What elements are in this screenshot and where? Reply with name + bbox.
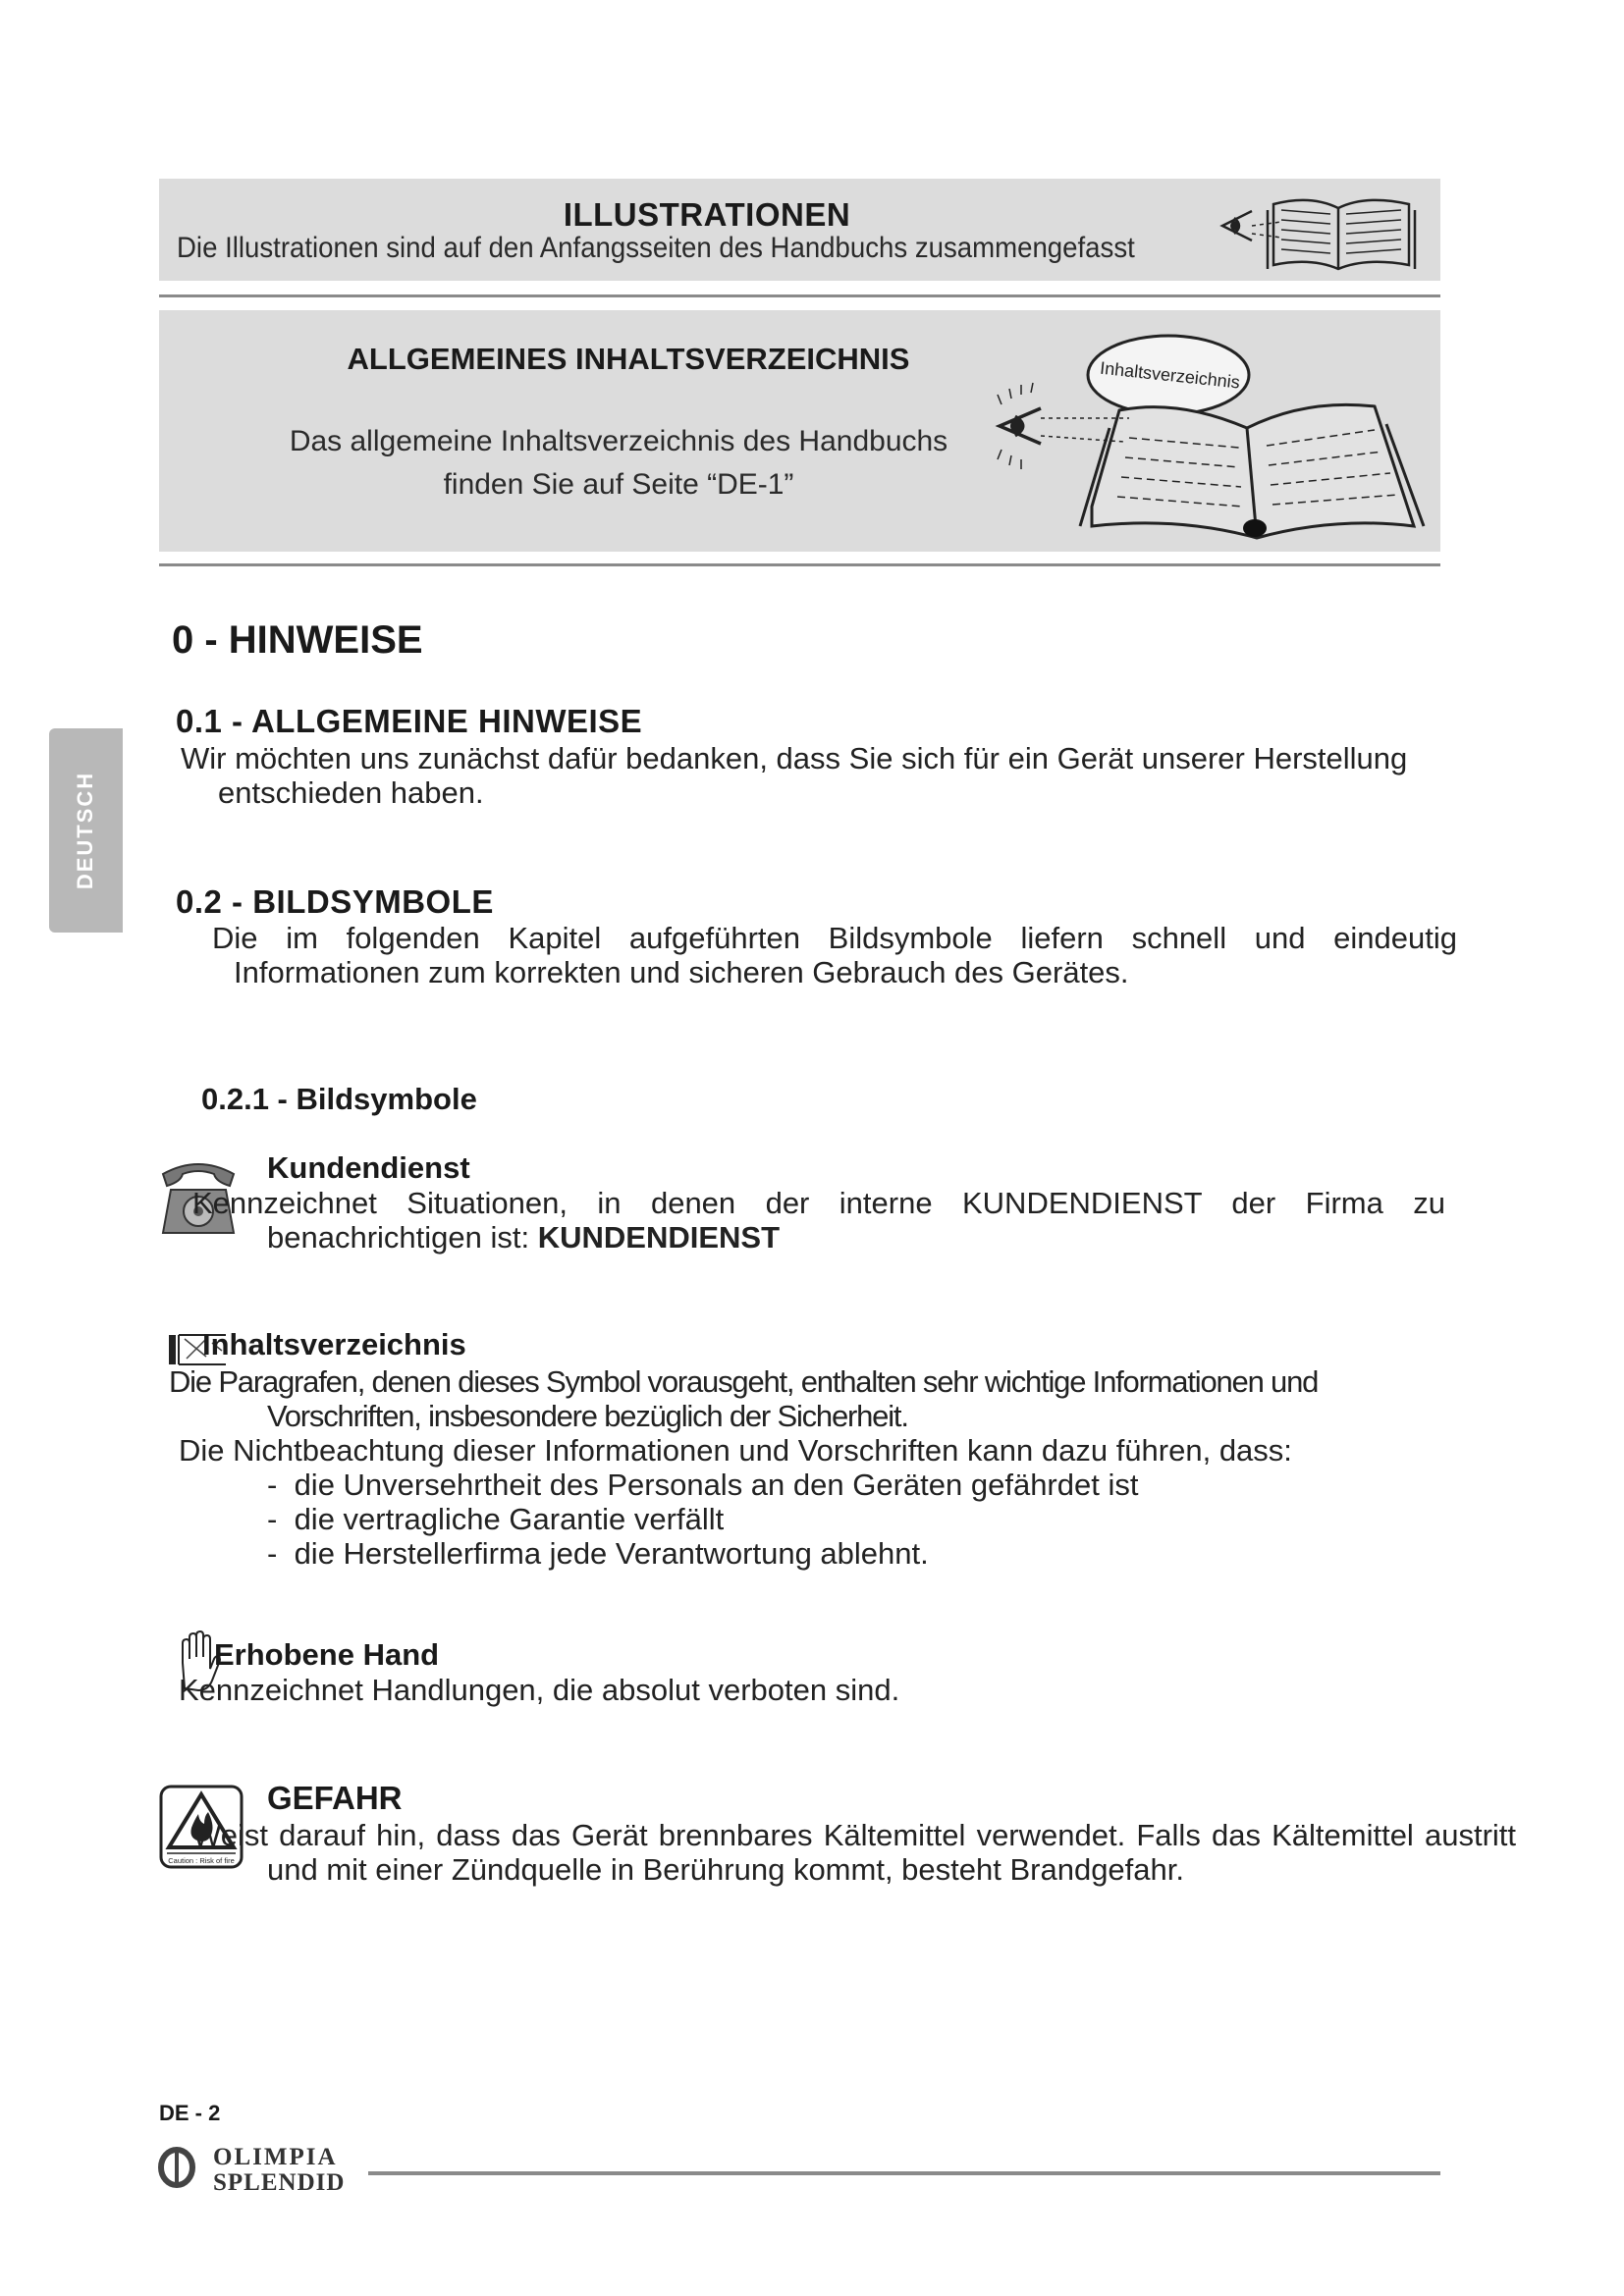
symbol-text-inhalt: Die Paragrafen, denen dieses Symbol vorausgeht, enthalten sehr wichtige Informationen und Vorschriften, insbesondere bezüglich der Sicherheit. (169, 1364, 1319, 1433)
divider (159, 294, 1440, 297)
illustrations-text: Die Illustrationen sind auf den Anfangsseiten des Handbuchs zusammengefasst (177, 232, 1135, 264)
toc-text-line2: finden Sie auf Seite “DE-1” (443, 468, 794, 501)
list-item: - die vertragliche Garantie verfällt (267, 1502, 725, 1536)
subsection-text-0-1: Wir möchten uns zunächst dafür bedanken, dass Sie sich für ein Gerät unserer Herstellung entschieden haben. (181, 741, 1408, 810)
symbol-text-inhalt-2: Die Nichtbeachtung dieser Informationen und Vorschriften kann dazu führen, dass: (179, 1433, 1292, 1468)
brand-logo-line1: OLIMPIA (213, 2144, 338, 2170)
subsection-heading-0-1: 0.1 - ALLGEMEINE HINWEISE (176, 703, 643, 739)
divider (159, 563, 1440, 566)
symbol-text-hand: Kennzeichnet Handlungen, die absolut verboten sind. (179, 1673, 900, 1707)
page-code: DE - 2 (159, 2101, 221, 2125)
toc-text-line1: Das allgemeine Inhaltsverzeichnis des Handbuchs (289, 425, 948, 457)
illustrations-title: ILLUSTRATIONEN (563, 196, 851, 233)
list-item: - die Unversehrtheit des Personals an den Geräten gefährdet ist (267, 1468, 1139, 1502)
symbol-text-kundendienst: Kennzeichnet Situationen, in denen der interne KUNDENDIENST der Firma zu benachrichtigen ist: KUNDENDIENST (192, 1186, 1445, 1255)
footer-rule (368, 2171, 1440, 2175)
brand-logo-line2: SPLENDID (213, 2169, 346, 2196)
subsection-heading-0-2: 0.2 - BILDSYMBOLE (176, 883, 494, 920)
bubble-label: Inhaltsverzeichnis (1099, 357, 1241, 393)
symbol-title-hand: Erhobene Hand (214, 1637, 440, 1672)
brand-logo-icon (157, 2146, 196, 2189)
symbol-title-gefahr: GEFAHR (267, 1780, 403, 1816)
kundendienst-bold: KUNDENDIENST (537, 1220, 781, 1255)
open-book-icon (982, 320, 1434, 548)
subsection-text-0-2: Die im folgenden Kapitel aufgeführten Bildsymbole liefern schnell und eindeutig Informationen zum korrekten und sicheren Gebrauch des Gerätes. (212, 921, 1457, 989)
symbol-title-inhalt: Inhaltsverzeichnis (202, 1327, 466, 1362)
section-heading: 0 - HINWEISE (172, 618, 423, 662)
toc-title: ALLGEMEINES INHALTSVERZEICHNIS (347, 342, 910, 376)
subsection-heading-0-2-1: 0.2.1 - Bildsymbole (201, 1082, 477, 1116)
toc-text (196, 420, 1041, 507)
consequence-list (267, 1468, 1138, 1571)
language-tab-label: DEUTSCH (73, 771, 98, 890)
fire-warning-caption: Caution : Risk of fire (168, 1856, 235, 1865)
list-item: - die Herstellerfirma jede Verantwortung ablehnt. (267, 1536, 929, 1571)
symbol-title-kundendienst: Kundendienst (267, 1150, 470, 1185)
book-eye-icon (1213, 187, 1438, 275)
symbol-text-gefahr: Weist darauf hin, dass das Gerät brennbares Kältemittel verwendet. Falls das Kältemittel austritt und mit einer Zündquelle in Berührung kommt, besteht Brandgefahr. (192, 1818, 1516, 1887)
